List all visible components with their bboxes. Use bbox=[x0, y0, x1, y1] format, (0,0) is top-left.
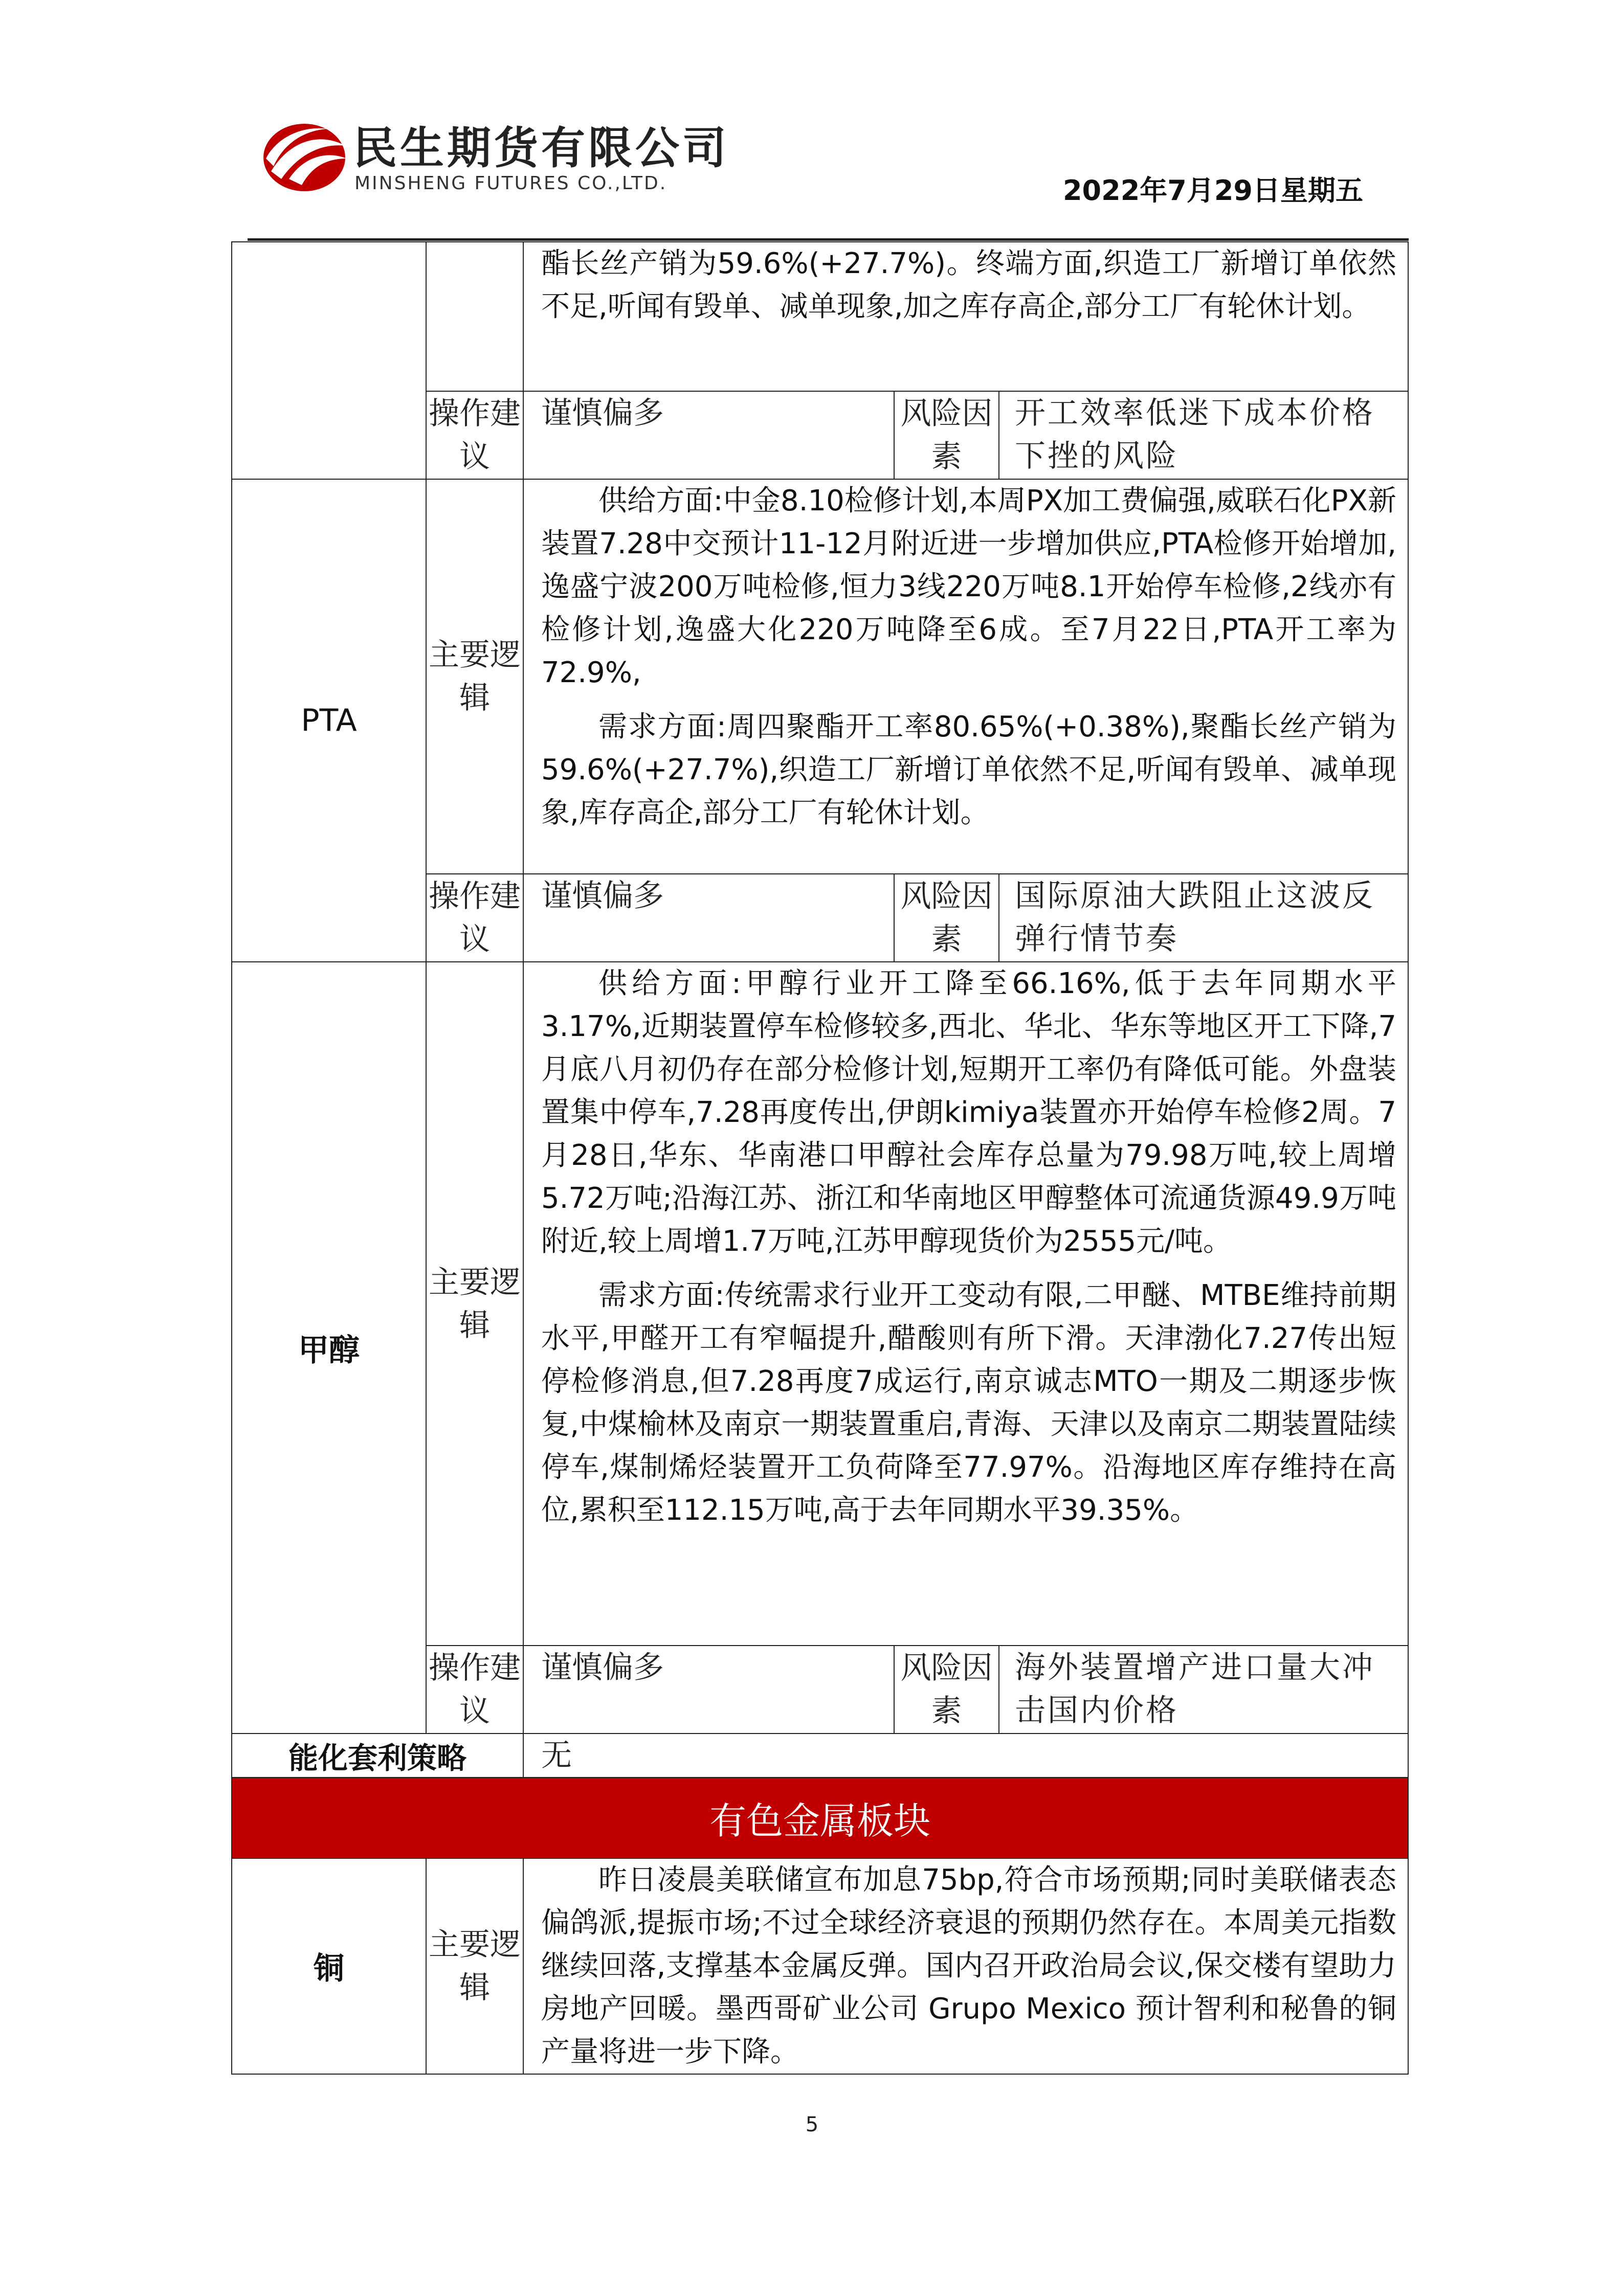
op-label: 操作建议 bbox=[426, 1646, 523, 1734]
pta-demand-text: 需求方面:周四聚酯开工率80.65%(+0.38%),聚酯长丝产销为59.6%(+27.7%),织造工厂新增订单依然不足,听闻有毁单、减单现象,库存高企,部分工厂有轮休计划。 bbox=[541, 710, 1397, 829]
company-name-en: MINSHENG FUTURES CO.,LTD. bbox=[354, 173, 668, 194]
logic-label: 主要逻辑 bbox=[426, 962, 523, 1646]
risk-value: 海外装置增产进口量大冲击国内价格 bbox=[999, 1646, 1408, 1734]
table-row bbox=[232, 962, 1408, 1646]
category-methanol: 甲醇 bbox=[232, 962, 426, 1734]
company-logo bbox=[261, 112, 731, 205]
company-name-cn: 民生期货有限公司 bbox=[353, 123, 729, 174]
op-value: 谨慎偏多 bbox=[523, 1646, 894, 1734]
op-label: 操作建议 bbox=[426, 874, 523, 962]
risk-value: 开工效率低迷下成本价格下挫的风险 bbox=[999, 391, 1408, 479]
label-cell bbox=[426, 242, 523, 391]
strategy-value: 无 bbox=[523, 1734, 1408, 1777]
logic-label: 主要逻辑 bbox=[426, 479, 523, 874]
op-label: 操作建议 bbox=[426, 391, 523, 479]
category-pta: PTA bbox=[232, 479, 426, 962]
category-copper: 铜 bbox=[232, 1858, 426, 2074]
logic-cell bbox=[523, 242, 1408, 391]
risk-label: 风险因素 bbox=[894, 1646, 999, 1734]
table-row bbox=[232, 1858, 1408, 2074]
logic-cell bbox=[523, 962, 1408, 1646]
risk-label: 风险因素 bbox=[894, 874, 999, 962]
header-divider bbox=[248, 238, 1409, 241]
risk-value: 国际原油大跌阻止这波反弹行情节奏 bbox=[999, 874, 1408, 962]
report-date: 2022年7月29日星期五 bbox=[1062, 174, 1363, 207]
section-header: 有色金属板块 bbox=[232, 1777, 1408, 1858]
risk-label: 风险因素 bbox=[894, 391, 999, 479]
table-row bbox=[232, 242, 1408, 391]
table-row bbox=[232, 1734, 1408, 1777]
pta-supply-text: 供给方面:中金8.10检修计划,本周PX加工费偏强,威联石化PX新装置7.28中交预计11-12月附近进一步增加供应,PTA检修开始增加,逸盛宁波200万吨检修,恒力3线220万吨8.1开始停车检修,2线亦有检修计划,逸盛大化220万吨降至6成。至7月22日,PTA开工率为72.9%, bbox=[541, 484, 1397, 689]
page-number: 5 bbox=[805, 2113, 819, 2136]
table-row bbox=[232, 1777, 1408, 1858]
op-value: 谨慎偏多 bbox=[523, 874, 894, 962]
logic-cell bbox=[523, 479, 1408, 874]
logic-cell bbox=[523, 1858, 1408, 2074]
commodity-table bbox=[231, 241, 1409, 2075]
table-row bbox=[232, 479, 1408, 874]
logic-text: 酯长丝产销为59.6%(+27.7%)。终端方面,织造工厂新增订单依然不足,听闻有毁单、减单现象,加之库存高企,部分工厂有轮休计划。 bbox=[541, 247, 1397, 323]
company-logo-icon bbox=[261, 118, 348, 194]
copper-text: 昨日凌晨美联储宣布加息75bp,符合市场预期;同时美联储表态偏鸽派,提振市场;不过全球经济衰退的预期仍然存在。本周美元指数继续回落,支撑基本金属反弹。国内召开政治局会议,保交楼有望助力房地产回暖。墨西哥矿业公司 Grupo Mexico 预计智利和秘鲁的铜产量将进一步下降。 bbox=[541, 1863, 1397, 2068]
op-value: 谨慎偏多 bbox=[523, 391, 894, 479]
category-cell bbox=[232, 242, 426, 479]
methanol-demand-text: 需求方面:传统需求行业开工变动有限,二甲醚、MTBE维持前期水平,甲醛开工有窄幅提升,醋酸则有所下滑。天津渤化7.27传出短停检修消息,但7.28再度7成运行,南京诚志MTO一期及二期逐步恢复,中煤榆林及南京一期装置重启,青海、天津以及南京二期装置陆续停车,煤制烯烃装置开工负荷降至77.97%。沿海地区库存维持在高位,累积至112.15万吨,高于去年同期水平39.35%。 bbox=[541, 1279, 1397, 1527]
strategy-label: 能化套利策略 bbox=[232, 1734, 523, 1777]
methanol-supply-text: 供给方面:甲醇行业开工降至66.16%,低于去年同期水平3.17%,近期装置停车检修较多,西北、华北、华东等地区开工下降,7月底八月初仍存在部分检修计划,短期开工率仍有降低可能。外盘装置集中停车,7.28再度传出,伊朗kimiya装置亦开始停车检修2周。7月28日,华东、华南港口甲醇社会库存总量为79.98万吨,较上周增5.72万吨;沿海江苏、浙江和华南地区甲醇整体可流通货源49.9万吨附近,较上周增1.7万吨,江苏甲醇现货价为2555元/吨。 bbox=[541, 967, 1397, 1258]
logic-label: 主要逻辑 bbox=[426, 1858, 523, 2074]
